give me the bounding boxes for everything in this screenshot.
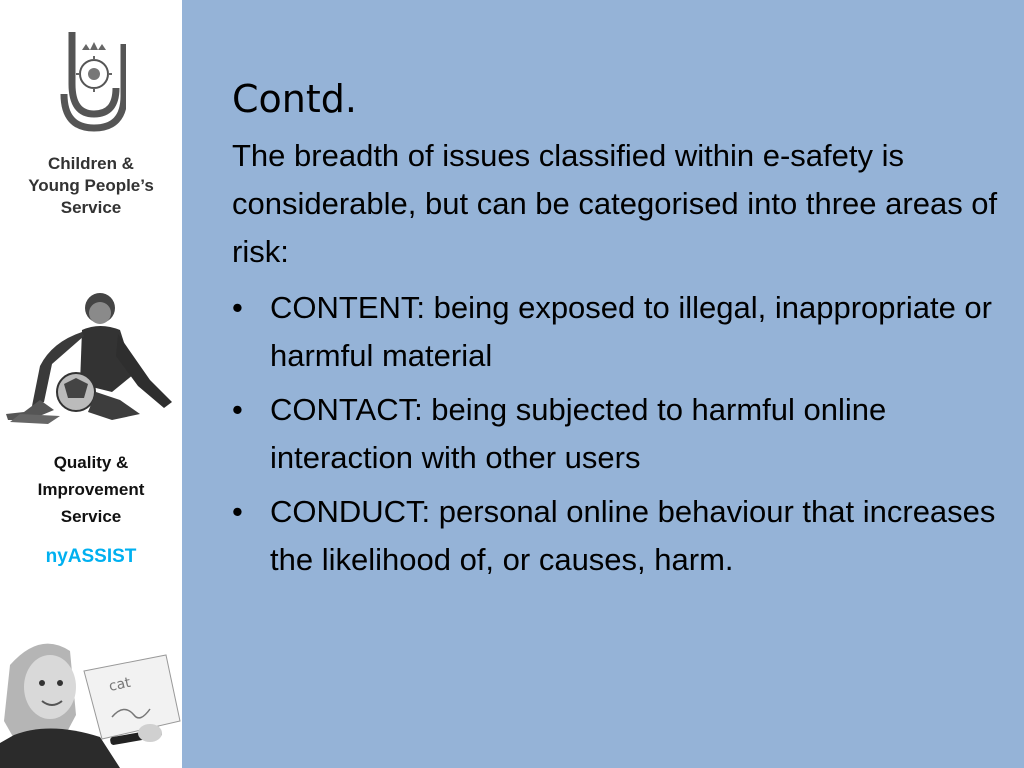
sidebar bbox=[0, 0, 182, 768]
bullet-marker: • bbox=[232, 392, 243, 427]
department-line-3: Service bbox=[60, 198, 122, 217]
department-name bbox=[0, 153, 182, 219]
svg-text:cat: cat bbox=[107, 674, 133, 695]
unit-line-3: Service bbox=[60, 507, 122, 526]
boy-with-football-photo bbox=[0, 282, 182, 432]
list-item bbox=[232, 284, 1002, 380]
department-line-2: Young People’s bbox=[28, 176, 154, 195]
list-item-text: CONDUCT: personal online behaviour that increases the likelihood of, or causes, harm. bbox=[270, 494, 996, 577]
list-item-text: CONTENT: being exposed to illegal, inappropriate or harmful material bbox=[270, 290, 992, 373]
list-item bbox=[232, 386, 1002, 482]
slide-title: Contd. bbox=[232, 77, 357, 121]
girl-with-whiteboard-photo bbox=[0, 625, 182, 768]
bullet-marker: • bbox=[232, 290, 243, 325]
intro-paragraph: The breadth of issues classified within e-safety is considerable, but can be categorised into three areas of risk: bbox=[232, 138, 998, 269]
list-item bbox=[232, 488, 1002, 584]
list-item-text: CONTACT: being subjected to harmful online interaction with other users bbox=[270, 392, 887, 475]
slide-content bbox=[232, 76, 1002, 590]
bullet-marker: • bbox=[232, 494, 243, 529]
council-crest-logo bbox=[54, 24, 126, 134]
unit-line-1: Quality & bbox=[53, 453, 129, 472]
unit-name bbox=[0, 449, 182, 530]
unit-line-2: Improvement bbox=[37, 480, 145, 499]
brand-name: nyASSIST bbox=[45, 546, 137, 567]
risk-list bbox=[232, 284, 1002, 584]
department-line-1: Children & bbox=[48, 154, 134, 173]
